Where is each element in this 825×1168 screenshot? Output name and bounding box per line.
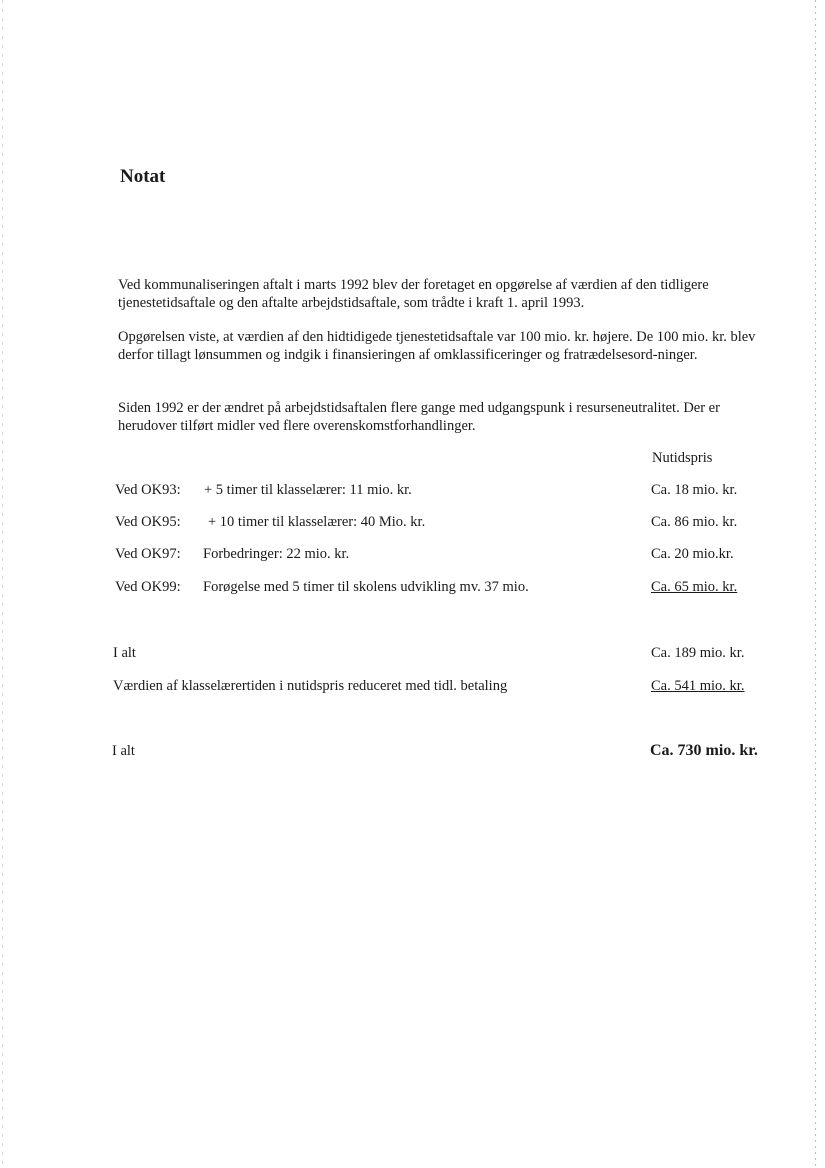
paragraph-kommunalisering: Ved kommunaliseringen aftalt i marts 1992 blev der foretaget en opgørelse af værdien af den tidligere tjenestetidsaftale og den aftalte arbejdstidsaftale, som trådte i kraft 1. april 1993. — [118, 277, 709, 311]
paragraph-siden-1992: Siden 1992 er der ændret på arbejdstidsaftalen flere gange med udgangspunk i resurseneutralitet. Der er herudover tilført midler ved flere overenskomstforhandlinger. — [118, 400, 720, 434]
item-label-ok97: Ved OK97: — [115, 546, 181, 562]
subtotal-label: I alt — [113, 645, 136, 661]
subtotal-amount: Ca. 189 mio. kr. — [651, 645, 745, 661]
class-teacher-value-label: Værdien af klasselærertiden i nutidspris reduceret med tidl. betaling — [113, 678, 508, 694]
item-description-ok95: + 10 timer til klasselærer: 40 Mio. kr. — [208, 514, 426, 530]
item-label-ok99: Ved OK99: — [115, 579, 181, 595]
item-description-ok97: Forbedringer: 22 mio. kr. — [203, 546, 350, 562]
document-title: Notat — [120, 166, 166, 187]
scan-edge-left — [2, 0, 3, 1168]
item-amount-ok99: Ca. 65 mio. kr. — [651, 579, 738, 595]
item-label-ok93: Ved OK93: — [115, 482, 181, 498]
total-amount: Ca. 730 mio. kr. — [650, 742, 758, 759]
item-amount-ok93: Ca. 18 mio. kr. — [651, 482, 738, 498]
total-label: I alt — [112, 743, 135, 759]
item-label-ok95: Ved OK95: — [115, 514, 181, 530]
item-description-ok99: Forøgelse med 5 timer til skolens udvikling mv. 37 mio. — [203, 579, 529, 595]
paragraph-opgoerelse: Opgørelsen viste, at værdien af den hidtidigede tjenestetidsaftale var 100 mio. kr. højere. De 100 mio. kr. blev derfor tillagt lønsummen og indgik i finansieringen af omklassificeringer og fratrædelsesord-ninger. — [118, 329, 756, 363]
scan-edge-right — [815, 0, 816, 1168]
column-header-nutidspris: Nutidspris — [652, 450, 713, 466]
item-amount-ok97: Ca. 20 mio.kr. — [651, 546, 734, 562]
item-description-ok93: + 5 timer til klasselærer: 11 mio. kr. — [204, 482, 412, 498]
item-amount-ok95: Ca. 86 mio. kr. — [651, 514, 738, 530]
class-teacher-value-amount: Ca. 541 mio. kr. — [651, 678, 745, 694]
